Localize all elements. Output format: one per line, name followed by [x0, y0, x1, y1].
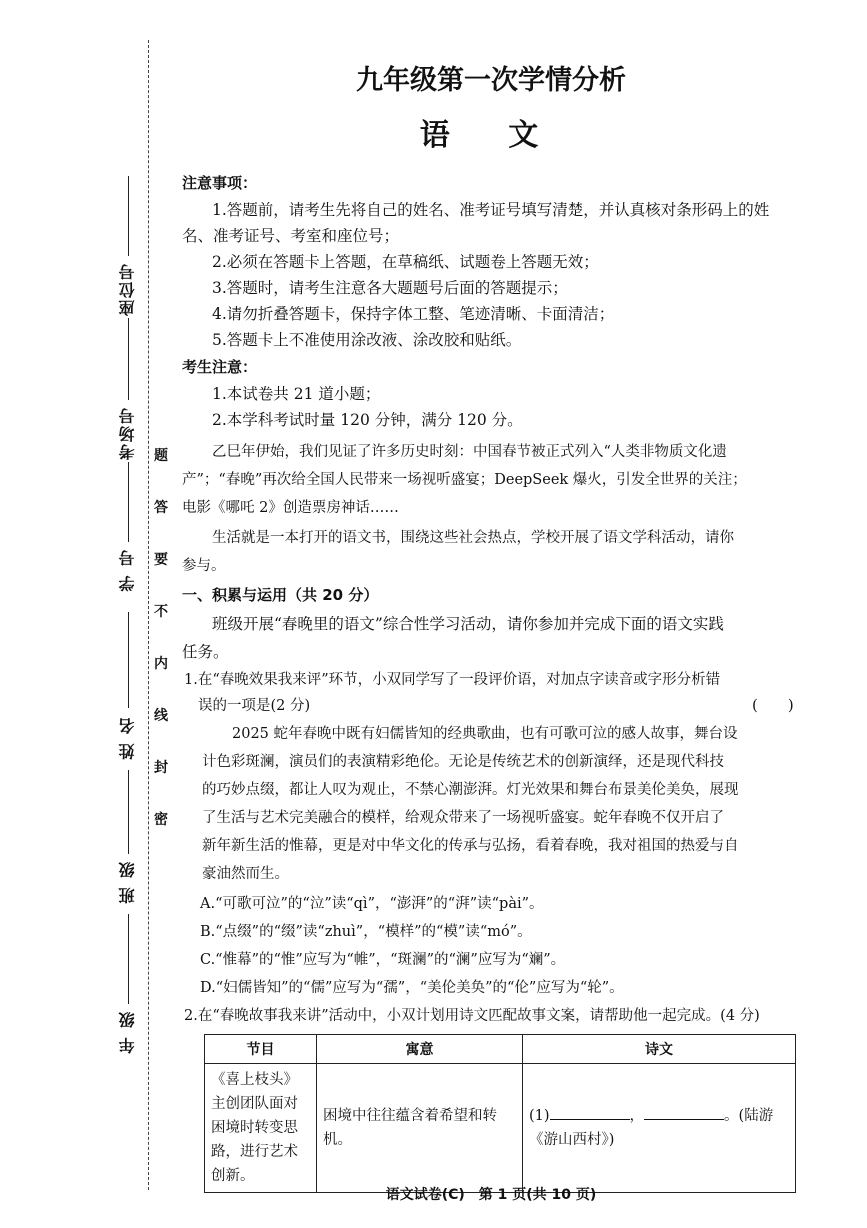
notice-heading: 注意事项： [182, 174, 258, 192]
q2-header-program: 节目 [205, 1035, 317, 1064]
section-intro-line: 任务。 [182, 643, 229, 661]
q2-stem: 2.在“春晚故事我来讲”活动中，小双计划用诗文匹配故事文案，请帮助他一起完成。(4 分) [184, 1008, 760, 1024]
grade-blank [128, 914, 129, 1004]
section-heading: 一、积累与运用（共 20 分） [182, 586, 379, 604]
q1-passage-line: 了生活与艺术完美融合的模样，给观众带来了一场视听盛宴。蛇年春晚不仅开启了 [202, 810, 724, 826]
notice-item: 名、准考证号、考室和座位号； [182, 227, 400, 245]
exam-room-label: 考场号 [118, 406, 137, 460]
q2-poem-sep: ， [629, 1108, 645, 1124]
subject-title: 语 文 [419, 118, 563, 153]
q2-table [204, 1034, 796, 1193]
intro-line: 乙巳年伊始，我们见证了许多历史时刻：中国春节被正式列入“人类非物质文化遗 [212, 444, 727, 460]
seat-number-label: 座位号 [118, 262, 137, 316]
intro-line: 电影《哪吒 2》创造票房神话…… [182, 500, 399, 516]
q1-stem: 1.在“春晚效果我来评”环节，小双同学写了一段评价语，对加点字读音或字形分析错 [184, 672, 721, 688]
q1-answer-paren: ( ) [752, 696, 794, 714]
q1-passage-line: 豪油然而生。 [202, 866, 289, 882]
seal-char: 不 [154, 604, 168, 620]
candidate-notice-heading: 考生注意： [182, 358, 258, 376]
student-id-label: 学 号 [118, 548, 137, 592]
notice-item: 2.必须在答题卡上答题，在草稿纸、试题卷上答题无效； [212, 253, 599, 271]
q2-header-poem: 诗文 [523, 1035, 796, 1064]
seal-char: 线 [154, 708, 168, 724]
seal-char: 密 [154, 812, 168, 828]
notice-item: 3.答题时，请考生注意各大题题号后面的答题提示； [212, 279, 568, 297]
seat-number-blank [128, 176, 129, 256]
q1-option-a: A.“可歌可泣”的“泣”读“qì”，“澎湃”的“湃”读“pài”。 [200, 896, 544, 912]
class-label: 班 级 [118, 860, 137, 904]
notice-item: 4.请勿折叠答题卡，保持字体工整、笔迹清晰、卡面清洁； [212, 305, 615, 323]
grade-label: 年 级 [118, 1010, 137, 1054]
exam-room-blank [128, 318, 129, 400]
q1-stem: 误的一项是(2 分) [198, 698, 311, 714]
exam-title: 九年级第一次学情分析 [356, 65, 626, 96]
q2-cell-program: 《喜上枝头》主创团队面对困境时转变思路，进行艺术创新。 [205, 1064, 317, 1193]
intro-line: 产”；“春晚”再次给全国人民带来一场视听盛宴；DeepSeek 爆火，引发全世界的关注； [182, 472, 747, 488]
notice-item: 1.答题前，请考生先将自己的姓名、准考证号填写清楚，并认真核对条形码上的姓 [212, 201, 770, 219]
class-blank [128, 770, 129, 854]
q2-cell-meaning: 困境中往往蕴含着希望和转机。 [317, 1064, 523, 1193]
seal-char: 答 [154, 500, 168, 516]
candidate-notice-item: 1.本试卷共 21 道小题； [212, 385, 381, 403]
q1-passage-line: 新年新生活的惟幕，更是对中华文化的传承与弘扬，看着春晚，我对祖国的热爱与自 [202, 838, 739, 854]
q1-passage-line: 2025 蛇年春晚中既有妇儒皆知的经典歌曲，也有可歌可泣的感人故事，舞台设 [232, 726, 738, 742]
q2-poem-prefix: (1) [529, 1108, 550, 1124]
q1-passage-line: 计色彩斑澜，演员们的表演精彩绝伦。无论是传统艺术的创新演绎，还是现代科技 [202, 754, 724, 770]
q2-cell-poem [523, 1064, 796, 1193]
seal-char: 题 [154, 448, 168, 464]
seal-line-text [150, 430, 172, 846]
q2-poem-blank-1[interactable] [550, 1105, 630, 1120]
notice-item: 5.答题卡上不准使用涂改液、涂改胶和贴纸。 [212, 331, 522, 349]
seal-char: 内 [154, 656, 168, 672]
q2-header-meaning: 寓意 [317, 1035, 523, 1064]
student-id-blank [128, 462, 129, 542]
name-label: 姓 名 [118, 716, 137, 760]
q1-option-c: C.“惟幕”的“惟”应写为“帷”，“斑澜”的“澜”应写为“斓”。 [200, 952, 566, 968]
intro-line: 生活就是一本打开的语文书，围绕这些社会热点，学校开展了语文学科活动，请你 [212, 530, 734, 546]
candidate-notice-item: 2.本学科考试时量 120 分钟，满分 120 分。 [212, 411, 523, 429]
q1-passage-line: 的巧妙点缀，都让人叹为观止，不禁心潮澎湃。灯光效果和舞台布景美伦美奂，展现 [202, 782, 739, 798]
section-intro-line: 班级开展“春晚里的语文”综合性学习活动，请你参加并完成下面的语文实践 [212, 615, 724, 633]
q1-option-b: B.“点缀”的“缀”读“zhuì”，“模样”的“模”读“mó”。 [200, 924, 532, 940]
seal-char: 要 [154, 552, 168, 568]
q2-poem-blank-2[interactable] [644, 1105, 724, 1120]
binding-dashed-line [148, 40, 149, 1190]
q2-poem-suffix: 。(陆游《游山西村》) [529, 1108, 774, 1148]
q1-option-d: D.“妇儒皆知”的“儒”应写为“孺”，“美伦美奂”的“伦”应写为“轮”。 [200, 980, 624, 996]
seal-char: 封 [154, 760, 168, 776]
intro-line: 参与。 [182, 558, 226, 574]
name-blank [128, 612, 129, 708]
page-footer: 语文试卷(C) 第 1 页(共 10 页) [385, 1187, 597, 1203]
